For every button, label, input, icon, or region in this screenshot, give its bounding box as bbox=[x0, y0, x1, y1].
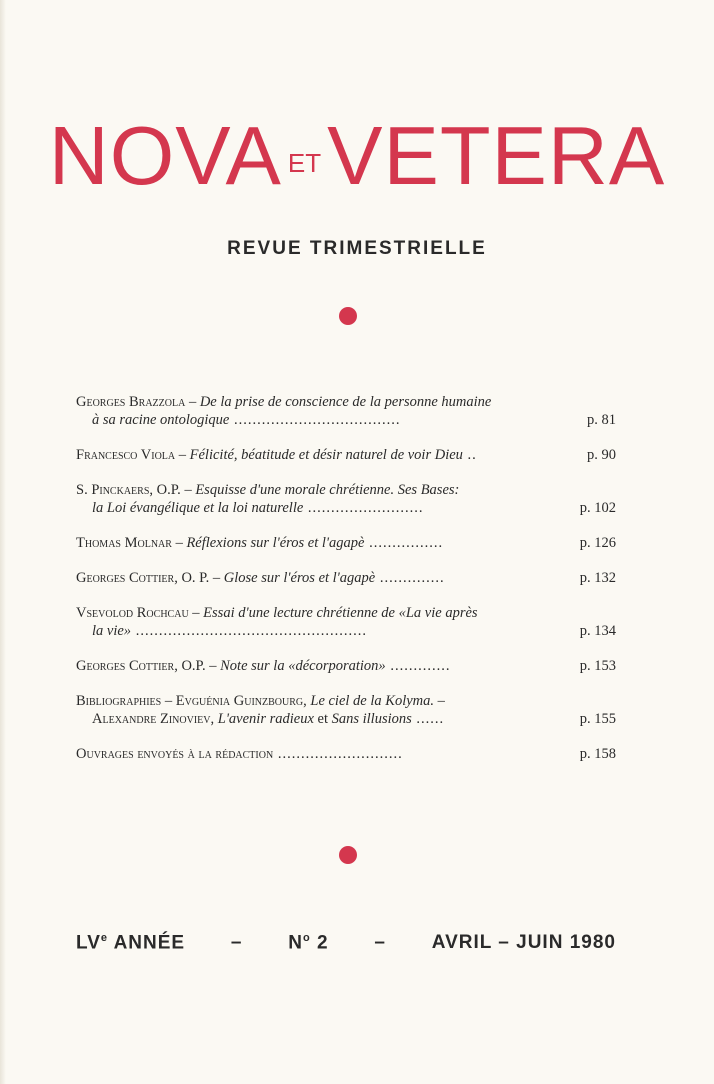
toc-page: p. 158 bbox=[579, 746, 616, 762]
footer-dash: – bbox=[374, 932, 386, 954]
toc-title: Glose sur l'éros et l'agapè bbox=[223, 570, 376, 586]
toc-entry: Georges Cottier, O. P. – Glose sur l'éros et l'agapè .............. p. 132 bbox=[76, 570, 616, 586]
toc-author: Georges Cottier, O. P. bbox=[76, 570, 210, 586]
table-of-contents bbox=[76, 393, 616, 780]
title-vetera: VETERA bbox=[327, 109, 666, 202]
toc-page: p. 102 bbox=[579, 500, 616, 516]
toc-page: p. 132 bbox=[579, 570, 616, 586]
title-et: ET bbox=[287, 148, 322, 178]
biblio-author: Evguénia Guinzbourg, bbox=[175, 693, 307, 709]
volume-year: LVe ANNÉE bbox=[76, 932, 186, 954]
toc-page: p. 134 bbox=[579, 623, 616, 639]
toc-title: Esquisse d'une morale chrétienne. Ses Bases: bbox=[195, 482, 460, 498]
toc-title: De la prise de conscience de la personne humaine bbox=[199, 394, 492, 410]
toc-entry: Francesco Viola – Félicité, béatitude et désir naturel de voir Dieu .. p. 90 bbox=[76, 447, 616, 463]
biblio-title: Sans illusions bbox=[331, 711, 412, 727]
toc-entry: Vsevolod Rochcau – Essai d'une lecture chrétienne de «La vie après la vie» .................................................. p. 134 bbox=[76, 605, 616, 639]
toc-entry-ouvrages: Ouvrages envoyés à la rédaction ........................... p. 158 bbox=[76, 746, 616, 762]
toc-title: Félicité, béatitude et désir naturel de voir Dieu bbox=[189, 447, 463, 463]
toc-entry: Georges Brazzola – De la prise de conscience de la personne humaine à sa racine ontologique .................................... p. 81 bbox=[76, 394, 616, 428]
toc-page: p. 155 bbox=[579, 711, 616, 727]
toc-title: Réflexions sur l'éros et l'agapè bbox=[186, 535, 365, 551]
toc-author: S. Pinckaers, O.P. bbox=[76, 482, 181, 498]
issue-date: AVRIL – JUIN 1980 bbox=[431, 932, 616, 954]
subtitle: REVUE TRIMESTRIELLE bbox=[227, 238, 487, 259]
biblio-author: Alexandre Zinoviev, bbox=[92, 711, 215, 727]
toc-entry-bibliographies: Bibliographies – Evguénia Guinzbourg, Le ciel de la Kolyma. – Alexandre Zinoviev, L'avenir radieux et Sans illusions ...... p. 155 bbox=[76, 693, 616, 727]
toc-page: p. 153 bbox=[579, 658, 616, 674]
decorative-dot-top bbox=[339, 307, 357, 325]
toc-title: Essai d'une lecture chrétienne de «La vie après bbox=[203, 605, 478, 621]
toc-page: p. 81 bbox=[587, 412, 616, 428]
footer-dash: – bbox=[230, 932, 243, 954]
biblio-title: Le ciel de la Kolyma. bbox=[310, 693, 435, 709]
toc-title-cont: la Loi évangélique et la loi naturelle bbox=[92, 500, 304, 516]
toc-author: Vsevolod Rochcau bbox=[76, 605, 189, 621]
toc-author: Georges Cottier, O.P. bbox=[76, 658, 206, 674]
title-nova: NOVA bbox=[48, 109, 282, 202]
toc-author: Francesco Viola bbox=[76, 447, 176, 463]
decorative-dot-bottom bbox=[339, 846, 357, 864]
toc-page: p. 126 bbox=[579, 535, 616, 551]
toc-entry: Georges Cottier, O.P. – Note sur la «décorporation» ............. p. 153 bbox=[76, 658, 616, 674]
issue-number: $N^o$ 2 bbox=[288, 932, 329, 954]
toc-entry: S. Pinckaers, O.P. – Esquisse d'une morale chrétienne. Ses Bases: la Loi évangélique et la loi naturelle ......................... p. 102 bbox=[76, 482, 616, 516]
biblio-label: Bibliographies bbox=[76, 693, 162, 709]
toc-author: Thomas Molnar bbox=[76, 535, 172, 551]
toc-title-cont: à sa racine ontologique bbox=[92, 412, 230, 428]
toc-author: Georges Brazzola bbox=[76, 394, 186, 410]
toc-title: Note sur la «décorporation» bbox=[220, 658, 386, 674]
toc-page: p. 90 bbox=[587, 447, 616, 463]
ouvrages-label: Ouvrages envoyés à la rédaction bbox=[76, 746, 274, 762]
journal-title bbox=[0, 108, 714, 204]
biblio-title: L'avenir radieux bbox=[217, 711, 314, 727]
issue-footer bbox=[76, 932, 616, 954]
toc-entry: Thomas Molnar – Réflexions sur l'éros et l'agapè ................ p. 126 bbox=[76, 535, 616, 551]
toc-title-cont: la vie» bbox=[92, 623, 132, 639]
